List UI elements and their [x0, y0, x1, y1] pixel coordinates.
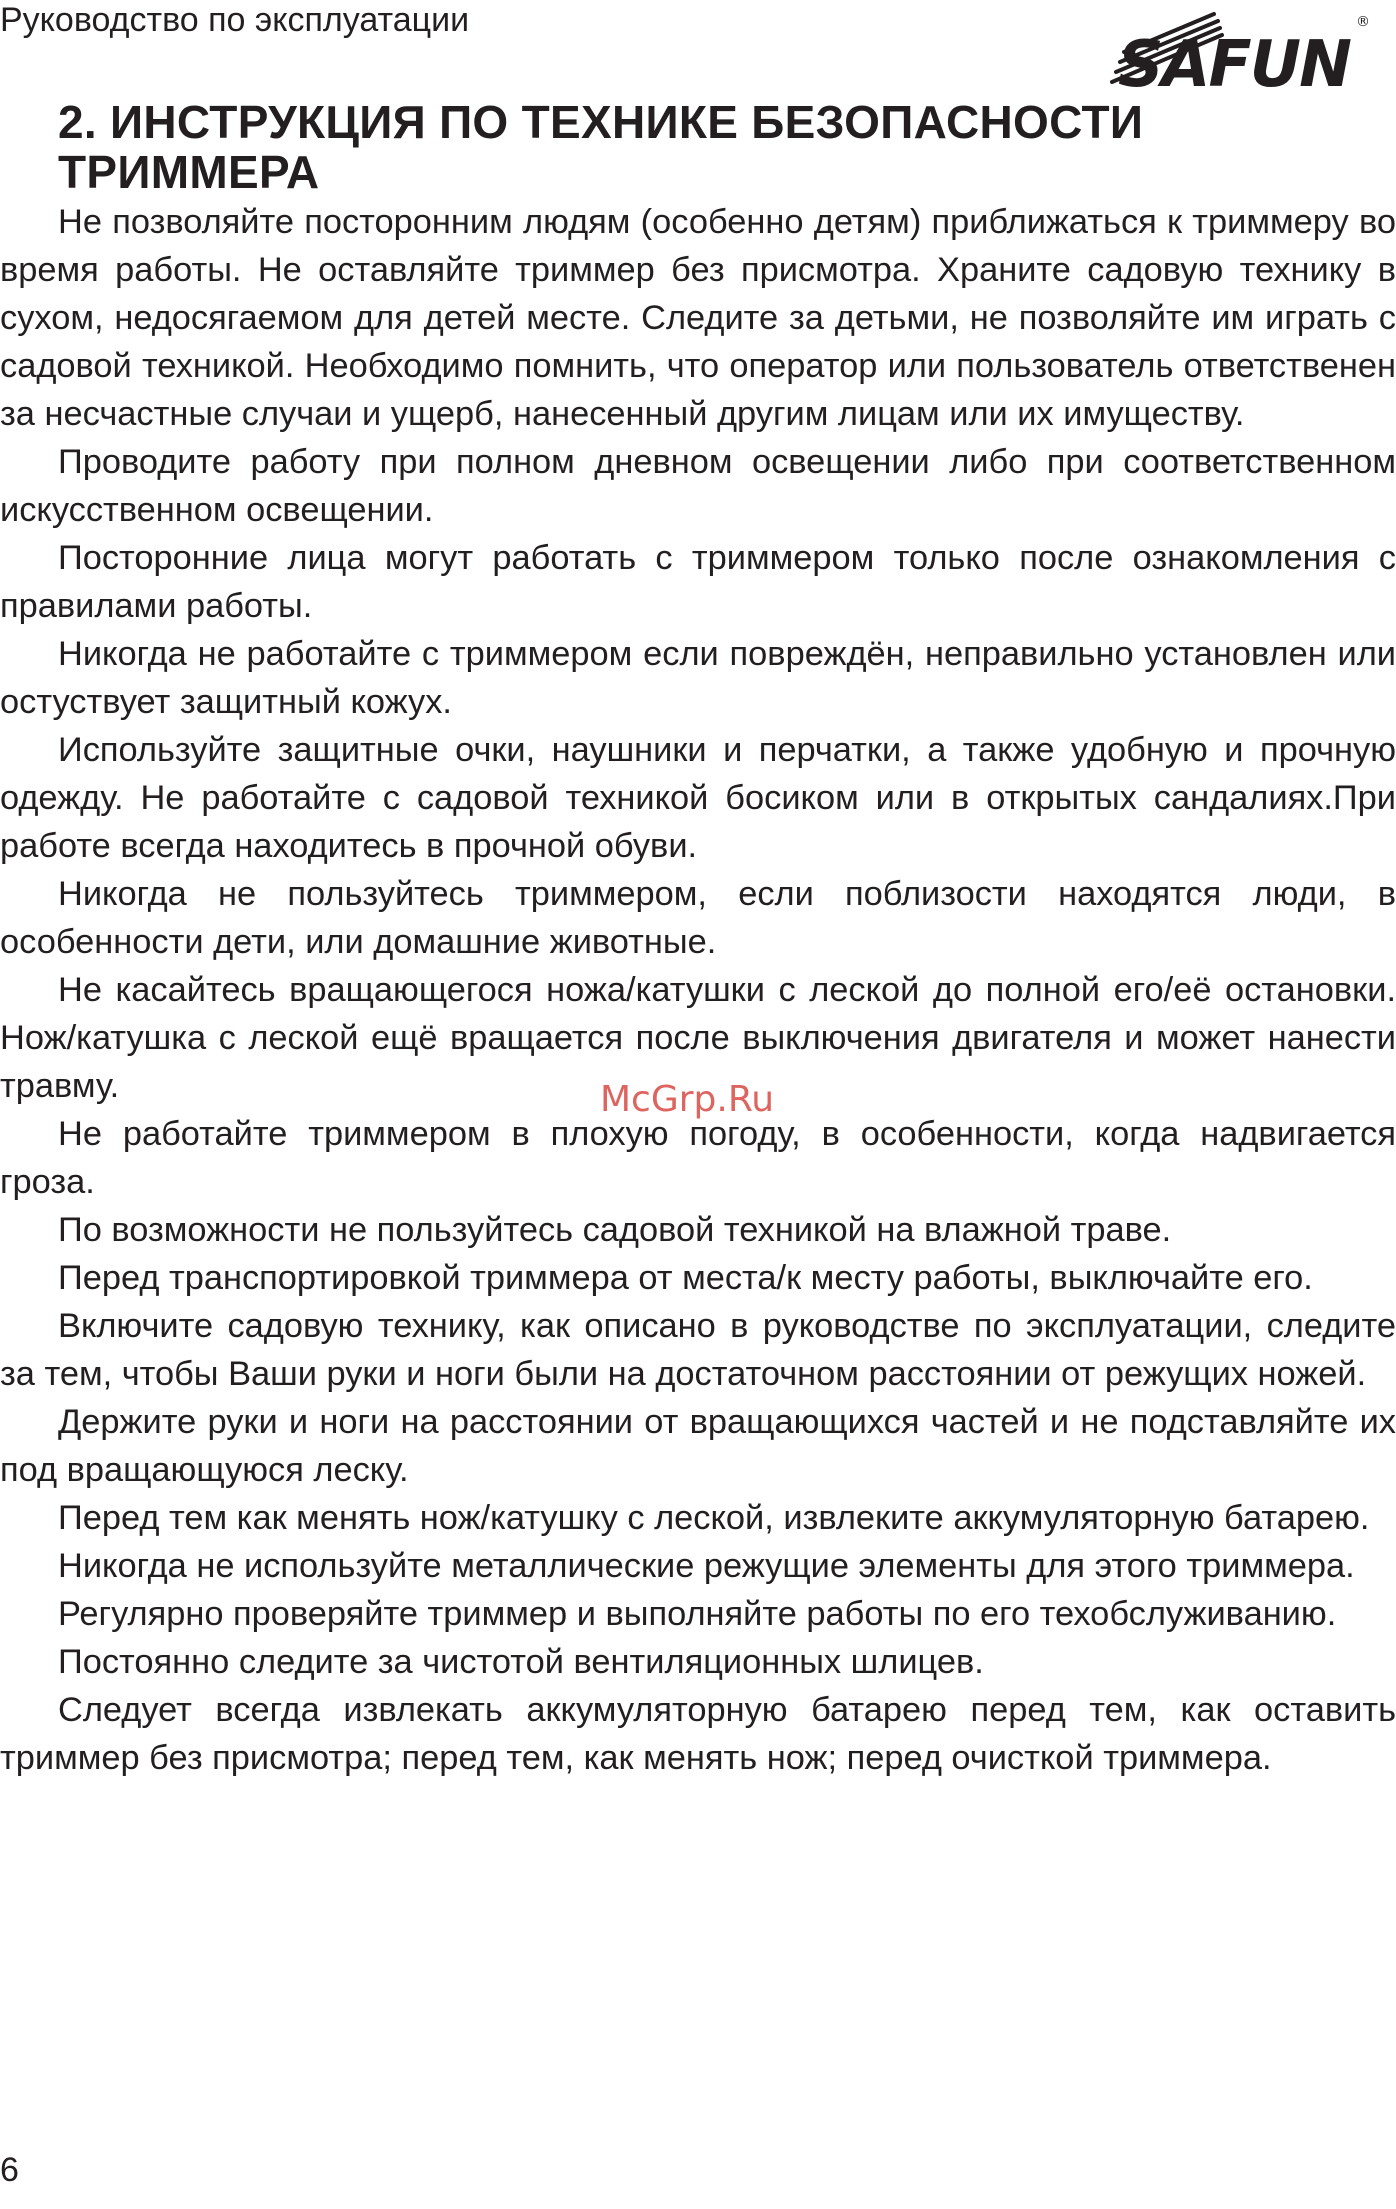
- watermark: McGrp.Ru: [600, 1079, 775, 1120]
- safun-logo: [1104, 8, 1374, 94]
- paragraph: Никогда не используйте металлические режущие элементы для этого триммера.: [58, 1547, 1355, 1585]
- paragraph: Постоянно следите за чистотой вентиляционных шлицев.: [58, 1643, 984, 1681]
- paragraph: Не работайте триммером в плохую погоду, в особенности, когда надвигается гроза.: [0, 1115, 1396, 1201]
- paragraph: Держите руки и ноги на расстоянии от вращающихся частей и не подставляйте их под вращающуюся леску.: [0, 1403, 1396, 1489]
- paragraph: Никогда не пользуйтесь триммером, если поблизости находятся люди, в особенности дети, или домашние животные.: [0, 875, 1396, 961]
- section-title-line-1: 2. ИНСТРУКЦИЯ ПО ТЕХНИКЕ БЕЗОПАСНОСТИ: [58, 96, 1144, 148]
- paragraph: Следует всегда извлекать аккумуляторную батарею перед тем, как оставить триммер без присмотра; перед тем, как менять нож; перед очисткой триммера.: [0, 1691, 1396, 1777]
- paragraph: Используйте защитные очки, наушники и перчатки, а также удобную и прочную одежду. Не работайте с садовой техникой босиком или в открытых сандалиях.При работе всегда находитесь в прочной обуви.: [0, 731, 1396, 865]
- paragraph: Не касайтесь вращающегося ножа/катушки с леской до полной его/её остановки. Нож/катушка с леской ещё вращается после выключения двигателя и может нанести травму.: [0, 971, 1396, 1105]
- paragraph: По возможности не пользуйтесь садовой техникой на влажной траве.: [58, 1211, 1172, 1249]
- page-number: 6: [0, 2151, 19, 2189]
- paragraph: Перед тем как менять нож/катушку с леской, извлеките аккумуляторную батарею.: [58, 1499, 1370, 1537]
- safety-instructions-body: [0, 198, 1396, 1782]
- paragraph: Перед транспортировкой триммера от места/к месту работы, выключайте его.: [58, 1259, 1313, 1297]
- paragraph: Посторонние лица могут работать с триммером только после ознакомления с правилами работы.: [0, 539, 1396, 625]
- section-title: [58, 97, 1358, 197]
- running-header-title: Руководство по эксплуатации: [0, 1, 470, 39]
- paragraph: Не позволяйте посторонним людям (особенно детям) приближаться к триммеру во время работы. Не оставляйте триммер без присмотра. Храните садовую технику в сухом, недосягаемом для детей месте. Следите за детьми, не позволяйте им играть с садовой техникой. Необходимо помнить, что оператор или пользователь ответственен за несчастные случаи и ущерб, нанесенный другим лицам или их имуществу.: [0, 203, 1396, 433]
- registered-mark: ®: [1356, 14, 1370, 30]
- paragraph: Никогда не работайте с триммером если повреждён, неправильно установлен или остуствует защитный кожух.: [0, 635, 1396, 721]
- logo-wordmark: SAFUN: [1118, 28, 1352, 94]
- paragraph: Проводите работу при полном дневном освещении либо при соответственном искусственном освещении.: [0, 443, 1396, 529]
- paragraph: Регулярно проверяйте триммер и выполняйте работы по его техобслуживанию.: [58, 1595, 1337, 1633]
- section-title-line-2: ТРИММЕРА: [58, 146, 320, 198]
- paragraph: Включите садовую технику, как описано в руководстве по эксплуатации, следите за тем, чтобы Ваши руки и ноги были на достаточном расстоянии от режущих ножей.: [0, 1307, 1396, 1393]
